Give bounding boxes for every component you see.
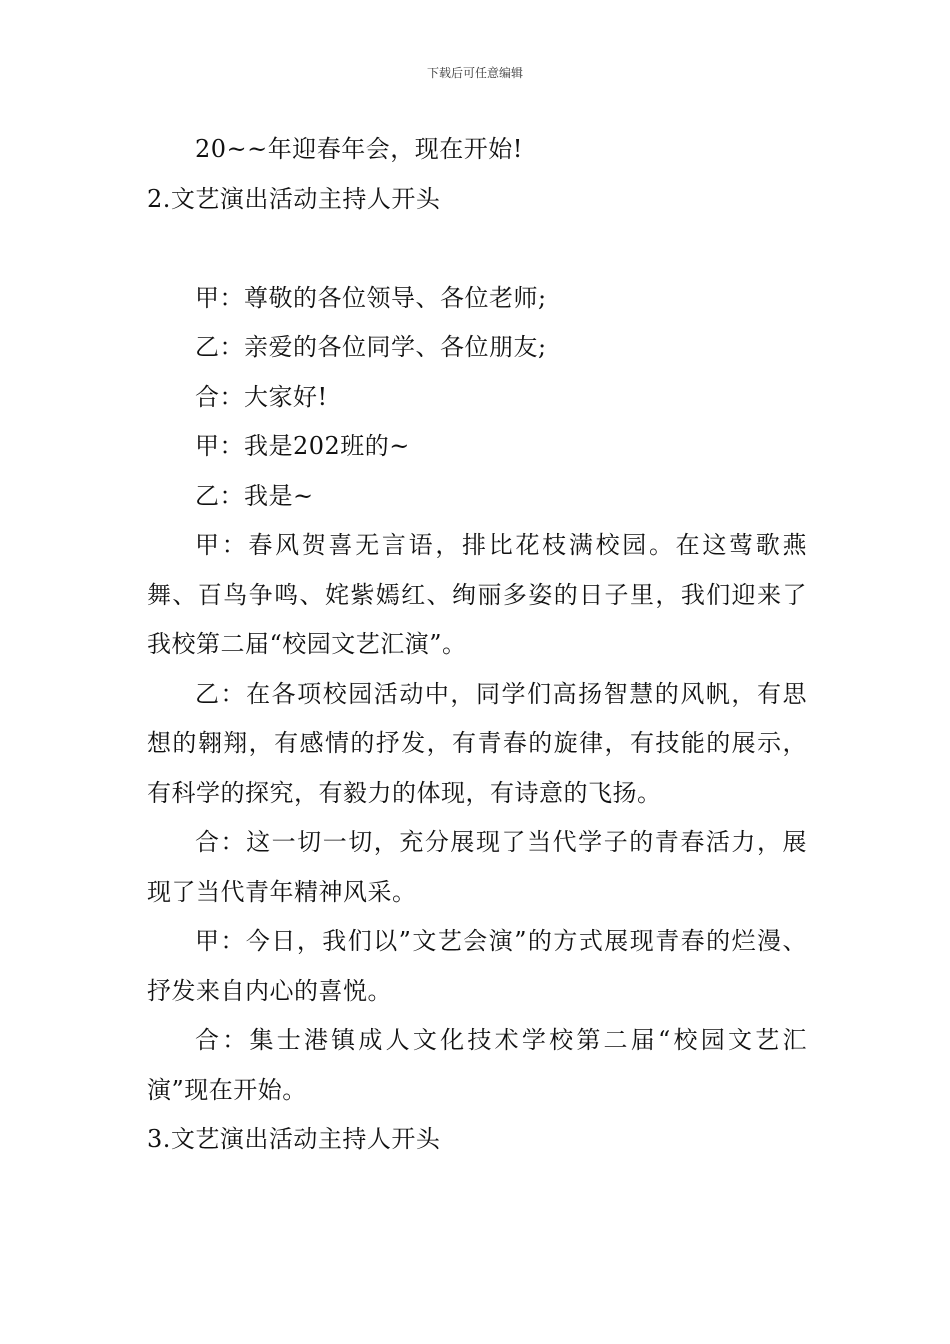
dialogue-line-jia-greeting: 甲：尊敬的各位领导、各位老师; [195,283,547,312]
paragraph-opening-announcement: 20~~年迎春年会，现在开始! [195,135,523,163]
dialogue-line-yi-intro: 乙：我是~ [195,481,314,510]
dialogue-line-jia-spring: 甲：春风贺喜无言语，排比花枝满校园。在这莺歌燕舞、百鸟争鸣、姹紫嫣红、绚丽多姿的日子里，我们迎来了我校第二届“校园文艺汇演”。 [147,531,807,658]
dialogue-line-together-hello: 合：大家好! [195,382,328,411]
dialogue-line-together-start: 合：集士港镇成人文化技术学校第二届“校园文艺汇演”现在开始。 [147,1026,807,1104]
dialogue-line-together-vitality: 合：这一切一切，充分展现了当代学子的青春活力，展现了当代青年精神风采。 [147,828,807,906]
section-heading-3: 3.文艺演出活动主持人开头 [147,1125,441,1153]
dialogue-line-jia-today: 甲：今日，我们以”文艺会演”的方式展现青春的烂漫、抒发来自内心的喜悦。 [147,927,807,1005]
dialogue-line-yi-greeting: 乙：亲爱的各位同学、各位朋友; [195,333,547,361]
dialogue-line-jia-intro: 甲：我是202班的~ [195,432,410,460]
document-body [147,125,807,1165]
blank-line [147,224,807,274]
page-header-note: 下载后可任意编辑 [426,66,523,80]
dialogue-line-yi-activities: 乙：在各项校园活动中，同学们高扬智慧的风帆，有思想的翱翔，有感情的抒发，有青春的旋律，有技能的展示，有科学的探究，有毅力的体现，有诗意的飞扬。 [147,679,807,807]
section-heading-2: 2.文艺演出活动主持人开头 [147,184,441,213]
